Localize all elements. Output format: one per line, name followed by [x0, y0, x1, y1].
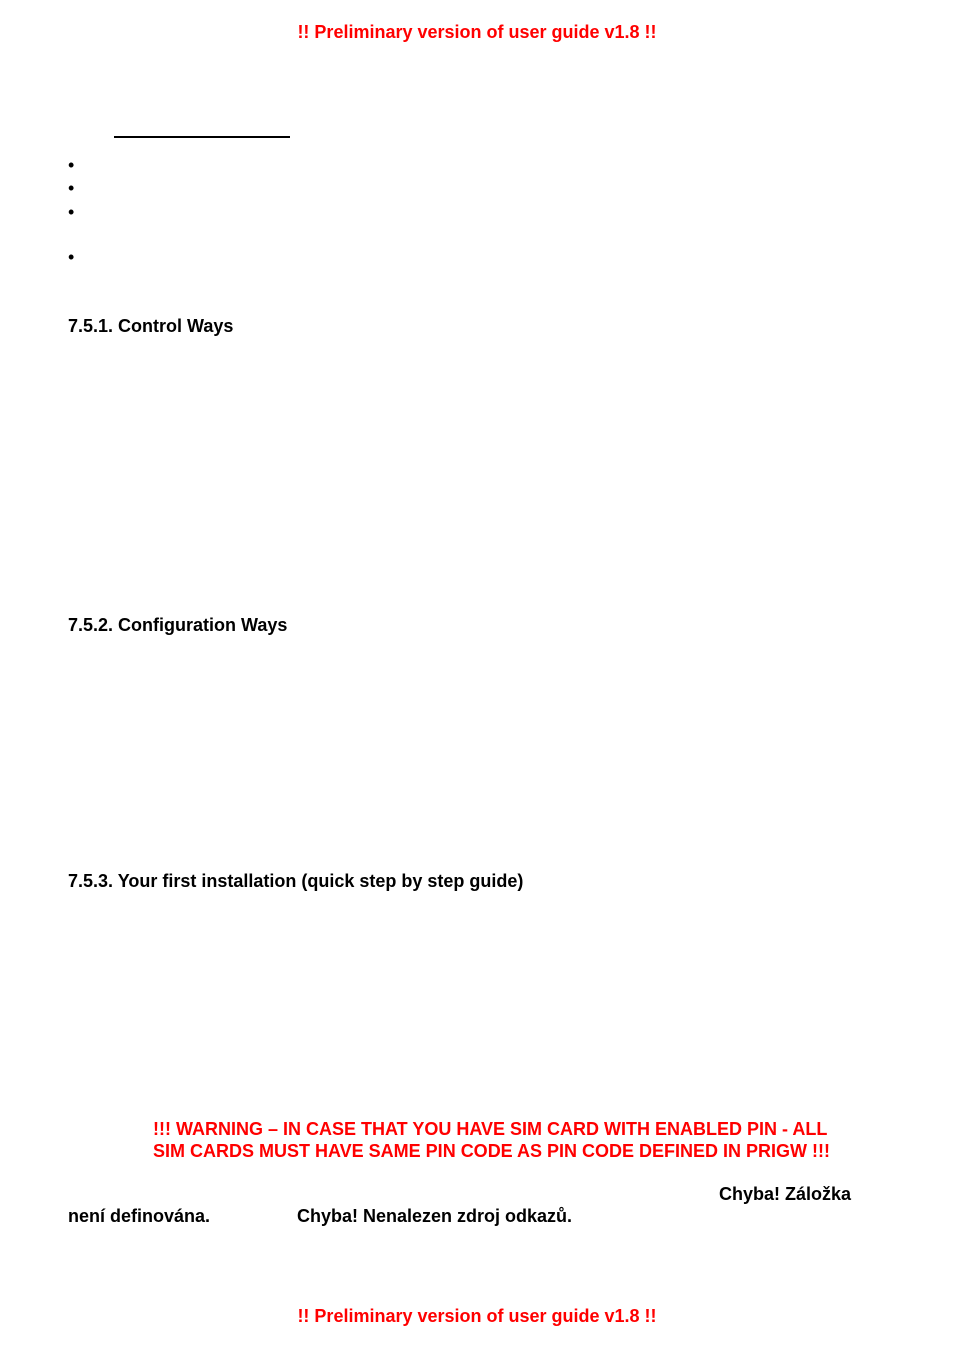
page-header: !! Preliminary version of user guide v1.8 !!	[297, 22, 657, 42]
bullet-4: •	[68, 247, 75, 267]
bullet-3: •	[68, 202, 75, 222]
error-bookmark-part-1: Chyba! Záložka	[719, 1184, 852, 1204]
section-heading-configuration-ways: 7.5.2. Configuration Ways	[68, 615, 288, 635]
section-heading-control-ways: 7.5.1. Control Ways	[68, 316, 234, 336]
warning-line-2: SIM CARDS MUST HAVE SAME PIN CODE AS PIN CODE DEFINED IN PRIGW !!!	[153, 1141, 831, 1161]
section-heading-first-installation: 7.5.3. Your first installation (quick step by step guide)	[68, 871, 524, 891]
bullet-2: •	[68, 178, 75, 198]
error-bookmark-part-2: není definována.	[68, 1206, 211, 1226]
page-footer: !! Preliminary version of user guide v1.8 !!	[297, 1306, 657, 1326]
bullet-1: •	[68, 155, 75, 175]
error-reference: Chyba! Nenalezen zdroj odkazů.	[297, 1206, 573, 1226]
warning-line-1: !!! WARNING – IN CASE THAT YOU HAVE SIM CARD WITH ENABLED PIN - ALL	[153, 1119, 828, 1139]
underlined-link-rule	[114, 136, 290, 138]
